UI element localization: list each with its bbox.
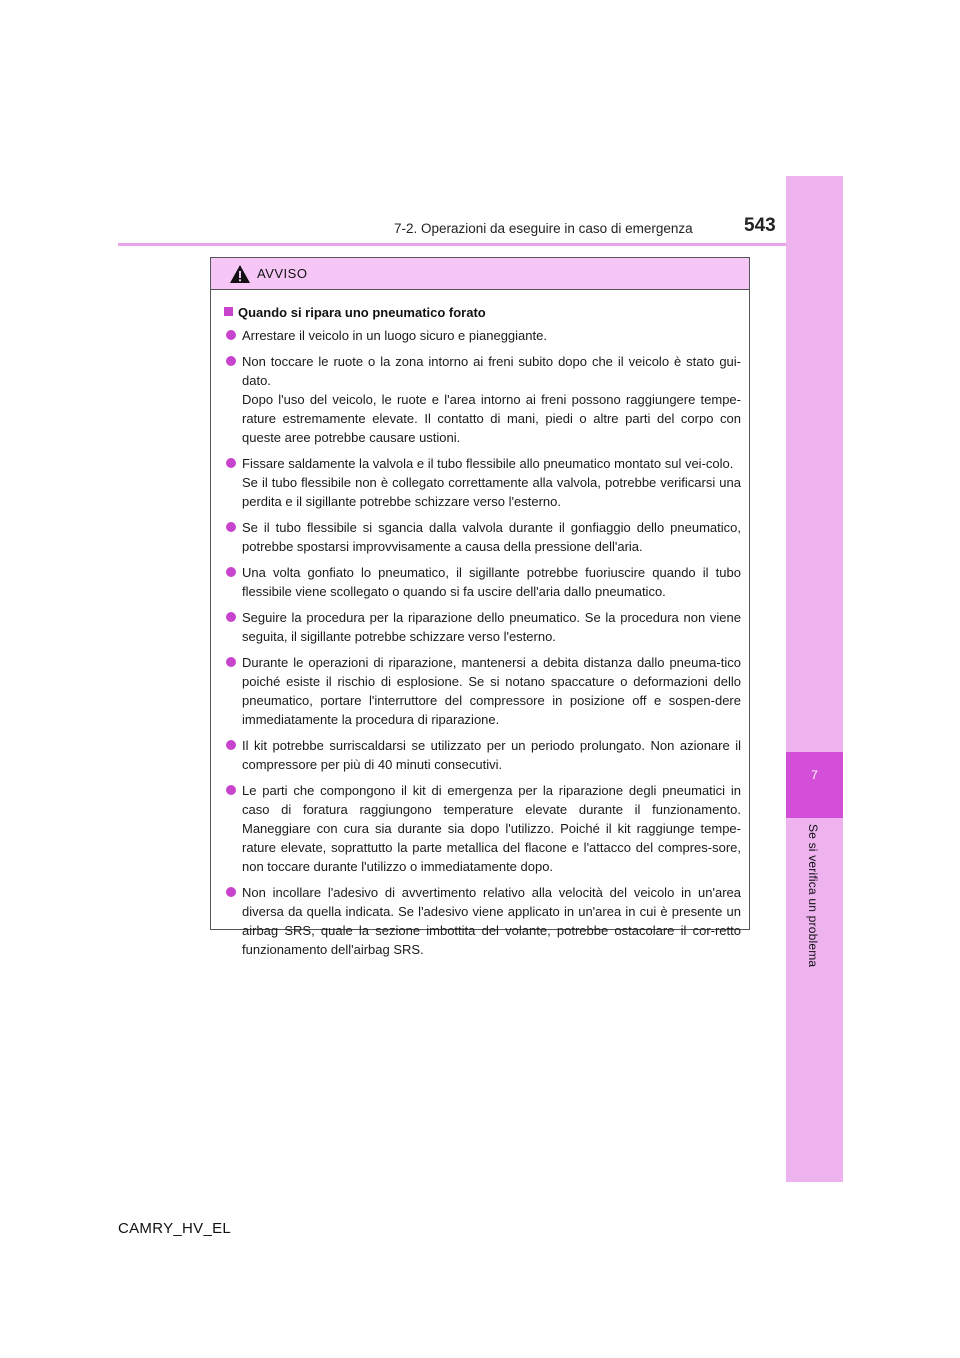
document-code: CAMRY_HV_EL: [118, 1220, 232, 1237]
warning-item: [224, 454, 741, 511]
warning-item: [224, 653, 741, 729]
warning-item-text: Se il tubo flessibile si sgancia dalla valvola durante il gonfiaggio dello pneumatico, potrebbe spostarsi improvvisamente a causa della pressione dell'aria.: [242, 520, 741, 554]
warning-item: [224, 326, 741, 345]
round-bullet-icon: [226, 567, 236, 577]
section-heading: [224, 305, 741, 320]
header-divider: [118, 243, 786, 246]
warning-item: [224, 518, 741, 556]
page-number: 543: [744, 215, 776, 236]
warning-item-text: Seguire la procedura per la riparazione dello pneumatico. Se la procedura non viene seguita, il sigillante potrebbe schizzare verso l'esterno.: [242, 610, 741, 644]
section-header: 7-2. Operazioni da eseguire in caso di emergenza: [394, 221, 693, 236]
round-bullet-icon: [226, 522, 236, 532]
warning-item-text: Arrestare il veicolo in un luogo sicuro e pianeggiante.: [242, 328, 547, 343]
warning-item-text: Fissare saldamente la valvola e il tubo flessibile allo pneumatico montato sul vei-colo.: [242, 456, 734, 471]
chapter-tab-active[interactable]: [786, 752, 843, 818]
chapter-number: 7: [811, 768, 818, 782]
round-bullet-icon: [226, 657, 236, 667]
chapter-side-tab: [786, 176, 843, 1182]
warning-item-text: Durante le operazioni di riparazione, mantenersi a debita distanza dallo pneuma-tico poiché esiste il rischio di esplosione. Se si notano spaccature o deformazioni dello pneumatico, portare l'interruttore del compressore in posizione off e sospen-dere immediatamente la procedura di riparazione.: [242, 655, 741, 727]
round-bullet-icon: [226, 356, 236, 366]
round-bullet-icon: [226, 740, 236, 750]
warning-item: [224, 608, 741, 646]
round-bullet-icon: [226, 612, 236, 622]
chapter-title: Se si verifica un problema: [806, 824, 820, 968]
section-heading-text: Quando si ripara uno pneumatico forato: [238, 305, 486, 320]
warning-item-text: Se il tubo flessibile non è collegato correttamente alla valvola, potrebbe verificarsi una perdita e il sigillante potrebbe schizzare verso l'esterno.: [242, 475, 741, 509]
round-bullet-icon: [226, 887, 236, 897]
round-bullet-icon: [226, 785, 236, 795]
warning-item: [224, 883, 741, 959]
warning-header: [211, 258, 749, 290]
square-bullet-icon: [224, 307, 233, 316]
warning-item: [224, 352, 741, 447]
warning-item: [224, 563, 741, 601]
warning-body: [211, 290, 749, 959]
warning-item-text: Le parti che compongono il kit di emergenza per la riparazione degli pneumatici in caso di foratura raggiungono temperature elevate durante il funzionamento. Maneggiare con cura sia durante sia dopo l'utilizzo. Poiché il kit raggiunge tempe-rature elevate, soprattutto la parte metallica del flacone e l'attacco del compres-sore, non toccare durante l'utilizzo o immediatamente dopo.: [242, 783, 741, 874]
warning-item-text: Non toccare le ruote o la zona intorno ai freni subito dopo che il veicolo è stato gui-dato.: [242, 354, 741, 388]
round-bullet-icon: [226, 458, 236, 468]
warning-item: [224, 781, 741, 876]
warning-item-text: Non incollare l'adesivo di avvertimento relativo alla velocità del veicolo in un'area diversa da quella indicata. Se l'adesivo viene applicato in un'area in cui è presente un airbag SRS, quale la sezione imbottita del volante, potrebbe ostacolare il cor-retto funzionamento dell'airbag SRS.: [242, 885, 741, 957]
warning-box: [210, 257, 750, 957]
warning-triangle-icon: [229, 264, 251, 284]
warning-item: [224, 736, 741, 774]
warning-item-text: Il kit potrebbe surriscaldarsi se utilizzato per un periodo prolungato. Non azionare il compressore per più di 40 minuti consecutivi.: [242, 738, 741, 772]
warning-title: AVVISO: [257, 266, 308, 281]
round-bullet-icon: [226, 330, 236, 340]
warning-items-list: [224, 326, 741, 959]
warning-item-text: Dopo l'uso del veicolo, le ruote e l'area intorno ai freni possono raggiungere tempe-rature estremamente elevate. Il contatto di mani, piedi o altre parti del corpo con queste aree potrebbe causare ustioni.: [242, 392, 741, 445]
warning-item-text: Una volta gonfiato lo pneumatico, il sigillante potrebbe fuoriuscire quando il tubo flessibile viene scollegato o quando si fa uscire dell'aria dallo pneumatico.: [242, 565, 741, 599]
